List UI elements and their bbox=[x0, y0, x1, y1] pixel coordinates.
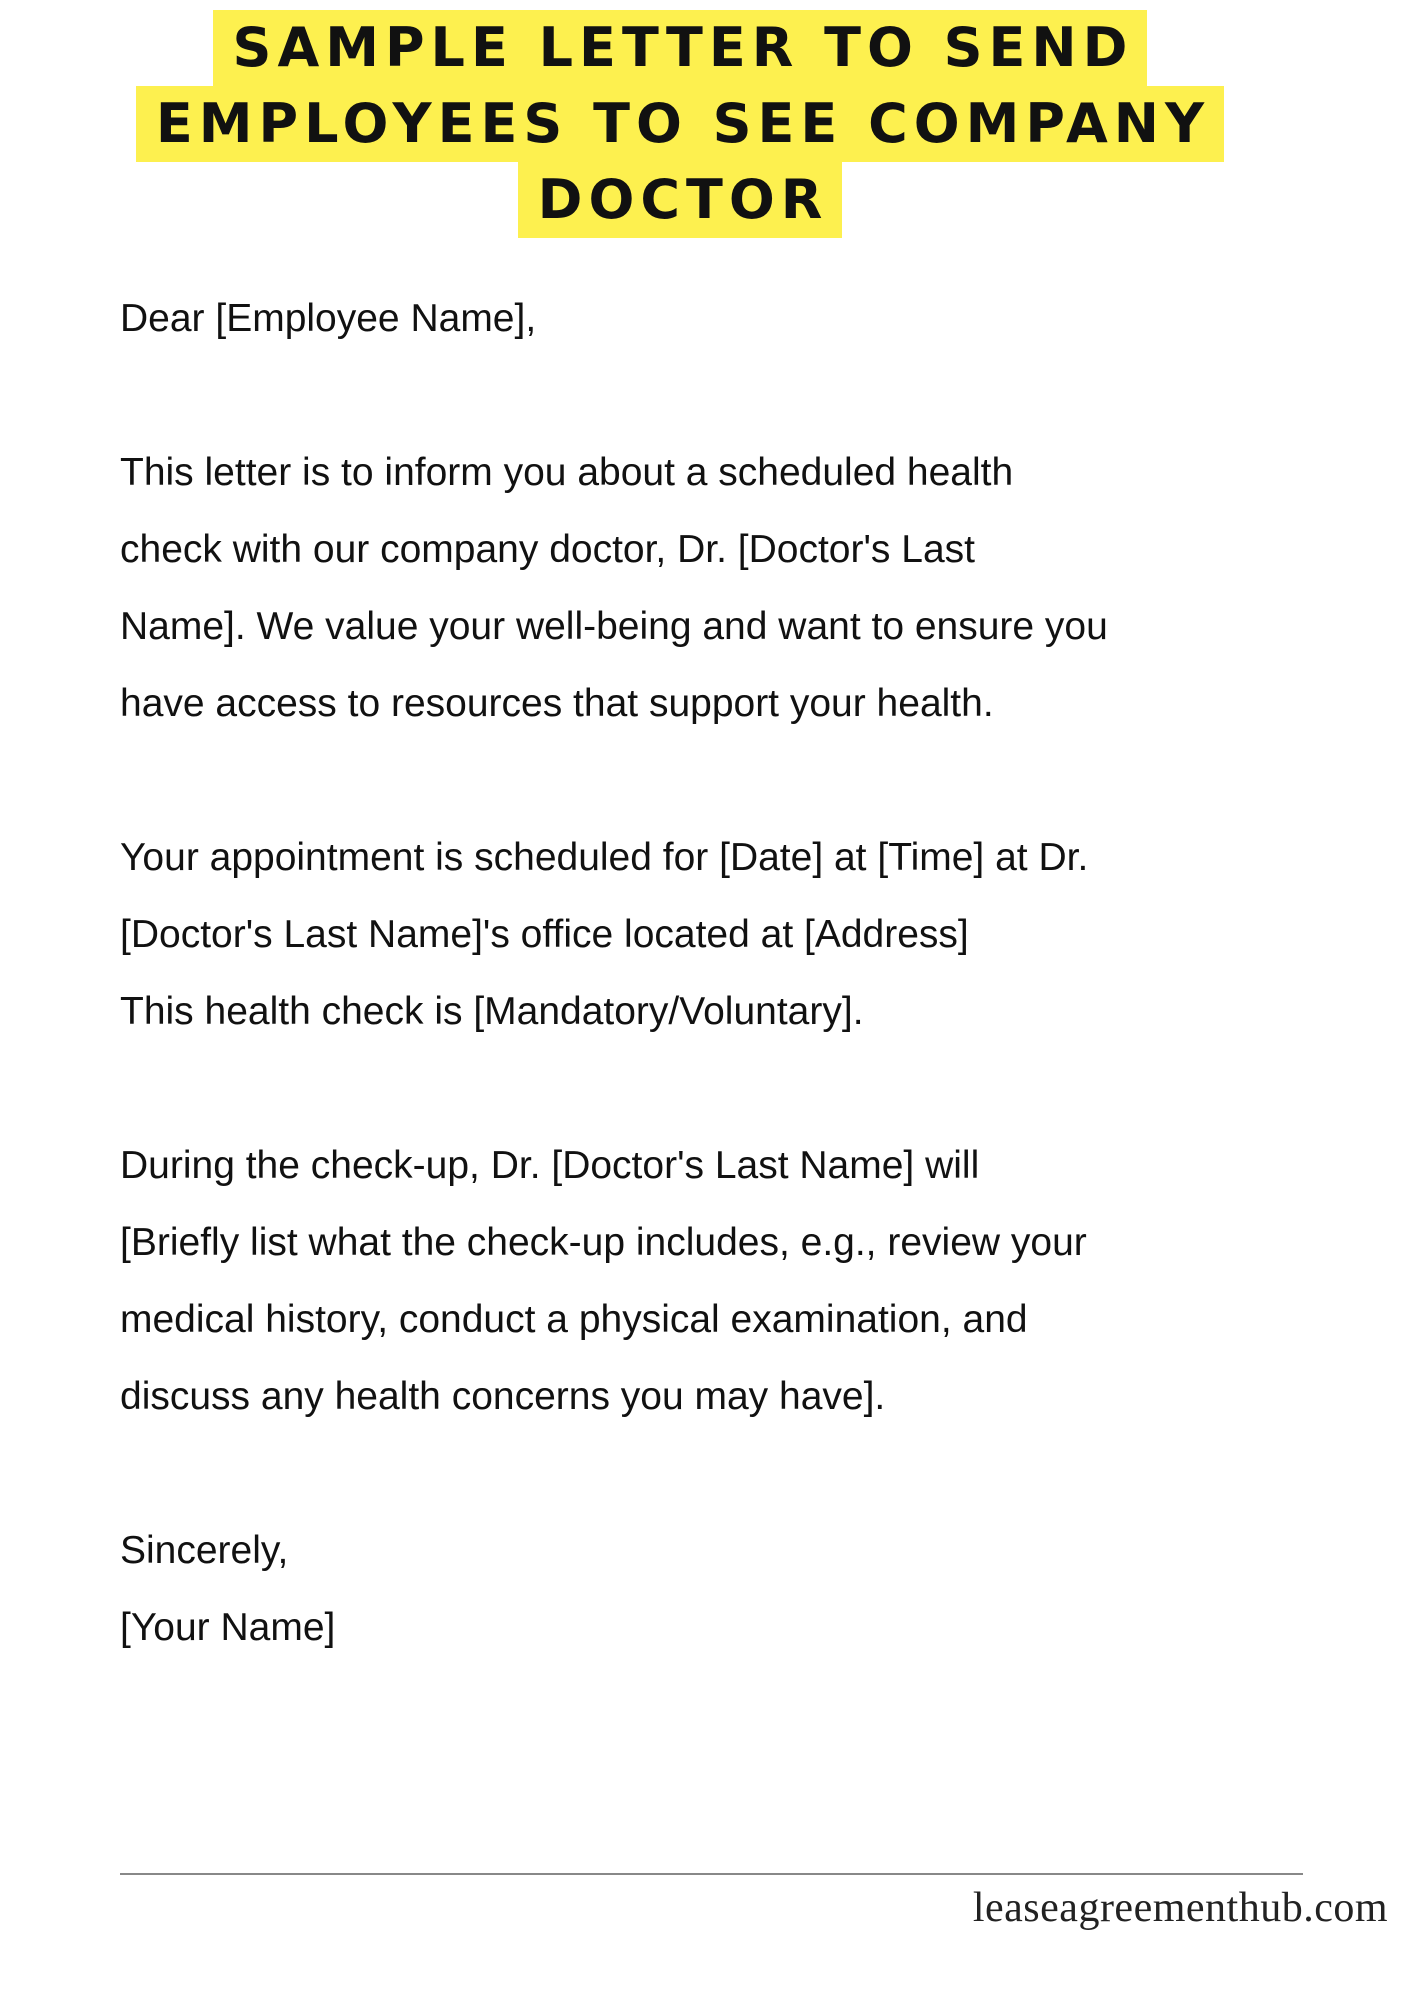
paragraph-checkup bbox=[120, 1127, 1360, 1435]
paragraph-line: Name]. We value your well-being and want to ensure you bbox=[120, 605, 1108, 648]
paragraph-line: medical history, conduct a physical examination, and bbox=[120, 1298, 1028, 1341]
paragraph-line: check with our company doctor, Dr. [Doctor's Last bbox=[120, 528, 975, 571]
paragraph-gap bbox=[120, 742, 1360, 819]
paragraph-line: This letter is to inform you about a scheduled health bbox=[120, 451, 1014, 494]
paragraph-line: discuss any health concerns you may have]. bbox=[120, 1375, 886, 1418]
paragraph-gap bbox=[120, 1435, 1360, 1512]
paragraph-line: During the check-up, Dr. [Doctor's Last Name] will bbox=[120, 1144, 980, 1187]
paragraph-line: have access to resources that support your health. bbox=[120, 682, 994, 725]
title-line-1: SAMPLE LETTER TO SEND bbox=[213, 10, 1148, 86]
document-title bbox=[60, 10, 1300, 238]
paragraph-line: [Briefly list what the check-up includes, e.g., review your bbox=[120, 1221, 1087, 1264]
footer-site-name: leaseagreementhub.com bbox=[972, 1885, 1388, 1931]
title-line-2: EMPLOYEES TO SEE COMPANY bbox=[136, 86, 1224, 162]
paragraph-line: [Doctor's Last Name]'s office located at [Address] bbox=[120, 913, 969, 956]
title-line-3: DOCTOR bbox=[518, 162, 843, 238]
signature-placeholder: [Your Name] bbox=[120, 1606, 336, 1649]
paragraph-gap bbox=[120, 1050, 1360, 1127]
paragraph-line: Your appointment is scheduled for [Date] at [Time] at Dr. bbox=[120, 836, 1089, 879]
letter-body bbox=[120, 280, 1360, 1666]
paragraph-appointment bbox=[120, 819, 1360, 1050]
paragraph-gap bbox=[120, 357, 1360, 434]
footer-divider bbox=[120, 1873, 1303, 1875]
paragraph-line: This health check is [Mandatory/Voluntary]. bbox=[120, 990, 864, 1033]
paragraph-intro bbox=[120, 434, 1360, 742]
closing: Sincerely, bbox=[120, 1529, 289, 1572]
salutation: Dear [Employee Name], bbox=[120, 297, 537, 340]
